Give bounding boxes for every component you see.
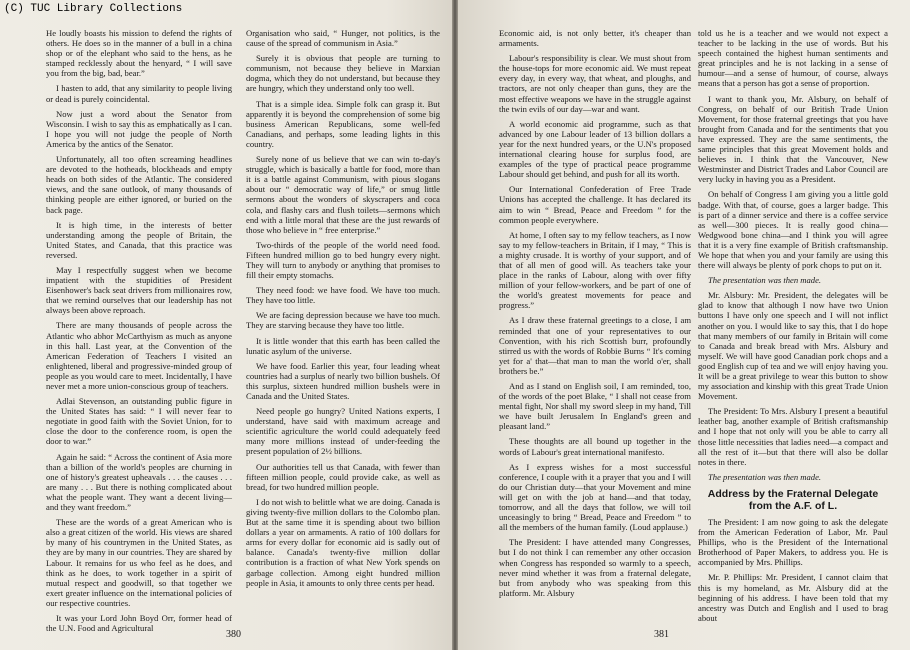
- paragraph: There are many thousands of people across the Atlantic who abhor McCarthyism as much as anyone in this hall. Last year, at the Convention of the American Federation of Teachers I visited an enlightened, liberal and progressive-minded group of people as you would care to meet. Incidentally, I have never met a more union-conscious group of teachers.: [46, 320, 232, 391]
- left-page-column-2: [246, 28, 440, 626]
- paragraph: It was your Lord John Boyd Orr, former head of the U.N. Food and Agricultural: [46, 612, 232, 634]
- paragraph: That is a simple idea. Simple folk can grasp it. But apparently it is beyond the comprehension of some big business American Republicans, some well-fed Canadians, and perhaps, some leading lights in this country.: [246, 98, 440, 149]
- paragraph: And as I stand on English soil, I am reminded, too, of the words of the poet Blake, “ I shall not cease from mental fight, Nor shall my sword sleep in my hand, Till we have built Jerusalem In England's green and pleasant land.”: [499, 381, 691, 432]
- paragraph: It is little wonder that this earth has been called the lunatic asylum of the universe.: [246, 335, 440, 356]
- section-heading: Address by the Fraternal Delegate from the A.F. of L.: [707, 487, 879, 512]
- paragraph: He loudly boasts his mission to defend the rights of others. He does so in the manner of a bull in a china shop or of the elephant who said to the hens, as he stamped recklessly about the henyard, “ I will save you from the big, bad, bear.”: [46, 28, 232, 79]
- paragraph: Surely none of us believe that we can win to-day's struggle, which is basically a battle for food, more than it is a battle against Communism, with pious slogans about our “ democratic way of life,” or smug little sermons about the wonders of skyscrapers and coca cola, and flashy cars and flush toilets—sermons which end with a little moral that these are the just rewards of those who believe in “ free enterprise.”: [246, 154, 440, 235]
- left-page-column-1: [46, 28, 232, 634]
- paragraph: Surely it is obvious that people are turning to communism, not because they believe in Marxian dogma, which they do not understand, but because they are hungry, which they understand only too well.: [246, 53, 440, 94]
- page-number: 381: [654, 629, 669, 640]
- right-page-column-2: [698, 28, 888, 626]
- paragraph: I want to thank you, Mr. Alsbury, on behalf of Congress, on behalf of our British Trade Union Movement, for those fraternal greetings that you have brought from Canada and for the sentiments that you have expressed. They are the same sentiments, the same principles that this great Movement holds and believes in. I think that the Vancouver, New Westminster and District Trades and Labor Council are very lucky in having you as a President.: [698, 93, 888, 185]
- paragraph: Two-thirds of the people of the world need food. Fifteen hundred million go to bed hungry every night. They will turn to anybody or anything that promises to fill their empty stomachs.: [246, 239, 440, 281]
- paragraph: I do not wish to belittle what we are doing. Canada is giving twenty-five million dollars to the Colombo plan. But at the same time it is spending about two billion dollars a year on armaments. A ratio of 100 dollars for arms for every dollar for economic aid is sadly out of balance. Canada's twenty-five million dollar contribution is a fraction of what New York spends on garbage collection. Among eight hundred million people in Asia, it amounts to only three cents per head.: [246, 496, 440, 588]
- paragraph: These are the words of a great American who is also a great citizen of the world. His views are shared by many of his countrymen in the United States, as they are by many in our countries. They are shared by Labour. It remains for us who feel as he does, and think as he does, to work together in a spirit of mutual respect and goodwill, so that together we exert greater influence on the international policies of our respective countries.: [46, 517, 232, 608]
- paragraph: Unfortunately, all too often screaming headlines are devoted to the hotheads, blockheads and empty heads on both sides of the Atlantic. The considered views, and the sane outlook, of many thousands of thinking people are either ignored, or buried on the back page.: [46, 154, 232, 215]
- stage-direction: The presentation was then made.: [708, 275, 822, 286]
- right-page: [455, 0, 910, 650]
- paragraph: At home, I often say to my fellow teachers, as I now say to my fellow-teachers in Britain, if I may, “ This is a mighty crusade. It is worthy of your support, and of that of all men of good will. As teachers take your place in the ranks of Labour, along with over fifty million of your fellow-workers, and be part of one of the world's greatest movements for peace and progress.”: [499, 229, 691, 311]
- paragraph: As I express wishes for a most successful conference, I couple with it a prayer that you and I will do our Christian duty—that your Movement and mine will get on with the job at hand—and that today, tomorrow, and all the days that follow, we will toil unceasingly to bring “ Bread, Peace and Freedom ” to all the members of the human family. (Loud applause.): [499, 461, 691, 533]
- paragraph: A world economic aid programme, such as that advanced by one Labour leader of 13 billion dollars a year for the next hundred years, or the U.N's proposed international clearing house for surplus food, are examples of the type of practical peace programme Labour should get behind, and push for all its worth.: [499, 118, 691, 180]
- paragraph: The President: I have attended many Congresses, but I do not think I can remember any other occasion when Congress has responded so warmly to a speech, never mind whether it was from a fraternal delegate, but from anybody who was speaking from this platform. Mr. Alsbury: [499, 537, 691, 598]
- paragraph: On behalf of Congress I am giving you a little gold badge. With that, of course, goes a larger badge. This is part of a dinner service and there is a coffee service as well—300 pieces. It is really good china—Wedgwood bone china—and I think you will agree that it is a very fine example of British craftsmanship. We hope that when you and your family are using this there will always be plenty of pork chops to put on it.: [698, 189, 888, 271]
- paragraph: Mr. Alsbury: Mr. President, the delegates will be glad to know that although I now have two Union buttons I have only one speech and I will not inflict another on you. I would like to say this, that I do hope that many members of our family in Britain will come to Canada and break bread with Mrs. Alsbury and myself. We will have good Canadian pork chops and a good English cup of tea and we will enjoy having you. It will be a great privilege to wear this button to show my association and kinship with this great Trade Union Movement.: [698, 290, 889, 402]
- paragraph: Mr. P. Phillips: Mr. President, I cannot claim that this is my homeland, as Mr. Alsbury did at the beginning of his address. I have been told that my ancestry was Dutch and English and I used to brag about: [698, 572, 888, 623]
- paragraph: Our International Confederation of Free Trade Unions has accepted the challenge. It has declared its aim to win “ Bread, Peace and Freedom ” for the common people everywhere.: [499, 184, 691, 225]
- paragraph: These thoughts are all bound up together in the words of Labour's great international manifesto.: [499, 436, 691, 457]
- page-number: 380: [226, 629, 241, 640]
- paragraph: Our authorities tell us that Canada, with fewer than fifteen million people, could provide cake, as well as bread, for two hundred million people.: [246, 461, 440, 492]
- paragraph: The President: I am now going to ask the delegate from the American Federation of Labor, Mr. Paul Phillips, who is the President of the International Brotherhood of Paper Makers, to address you. He is accompanied by Mrs. Phillips.: [698, 516, 888, 568]
- paragraph: I hasten to add, that any similarity to people living or dead is purely coincidental.: [46, 83, 232, 104]
- paragraph: We are facing depression because we have too much. They are starving because they have too little.: [246, 310, 440, 331]
- paragraph: May I respectfully suggest when we become impatient with the stupidities of President Eisenhower's back seat drivers from millionaires row, that we remind ourselves that our leadership has not always been above reproach.: [46, 264, 232, 316]
- paragraph: As I draw these fraternal greetings to a close, I am reminded that one of your representatives to our Convention, with his rich Scottish burr, profoundly stirred us with the words of Robbie Burns “ It's coming yet for a' that—that man to man the world o'er, shall brothers be.”: [499, 315, 691, 376]
- paragraph: Need people go hungry? United Nations experts, I understand, have said with maximum acreage and scientific agriculture the world could adequately feed many more millions instead of under-feeding the present population of 2½ billions.: [246, 406, 440, 457]
- paragraph: Labour's responsibility is clear. We must shout from the house-tops for more economic aid. We must repeat every day, in every way, that wheat, and ploughs, and tractors, are not only cheaper than guns, they are the most effective weapons we have in the struggle against the twin evils of our day—war and want.: [499, 53, 691, 114]
- paragraph: Economic aid, is not only better, it's cheaper than armaments.: [499, 28, 691, 49]
- stage-direction: The presentation was then made.: [708, 471, 822, 482]
- paragraph: told us he is a teacher and we would not expect a teacher to be lacking in the use of words. But his speech contained the highest human sentiments and great principles and he is not lacking in a sense of humour—and a sense of humour, of course, always means that a person has got a sense of proportion.: [698, 28, 888, 89]
- paragraph: They need food: we have food. We have too much. They have too little.: [246, 285, 440, 306]
- paragraph: It is high time, in the interests of better understanding among the people of Britain, the United States, and Canada, that this practice was reversed.: [46, 219, 232, 260]
- book-gutter: [452, 0, 458, 650]
- copyright-watermark: (C) TUC Library Collections: [4, 3, 183, 15]
- paragraph: Adlai Stevenson, an outstanding public figure in the United States has said: “ I will never fear to negotiate in good faith with the Soviet Union, for to close the door to the conference room, is open the door to war.”: [46, 396, 232, 447]
- right-page-column-1: [499, 28, 691, 626]
- paragraph: Again he said: “ Across the continent of Asia more than a billion of the world's peoples are churning in one of history's greatest upheavals . . . the causes . . . are many . . . But there is nothing complicated about what the people want. They want a decent living—and they want freedom.”: [46, 451, 232, 513]
- paragraph: Organisation who said, “ Hunger, not politics, is the cause of the spread of communism in Asia.”: [246, 28, 440, 49]
- paragraph: The President: To Mrs. Alsbury I present a beautiful leather bag, another example of British craftsmanship and I hope that not only will you be able to carry all those little necessities that ladies need—a compact and all the rest of it—but that there will also be dollar notes in there.: [698, 406, 888, 467]
- paragraph: We have food. Earlier this year, four leading wheat countries had a surplus of nearly two billion bushels. Of this surplus, sixteen hundred million bushels were in Canada and the United States.: [246, 360, 440, 401]
- paragraph: Now just a word about the Senator from Wisconsin. I wish to say this as emphatically as I can. I hope you will not judge the people of North America by the antics of the Senator.: [46, 108, 232, 149]
